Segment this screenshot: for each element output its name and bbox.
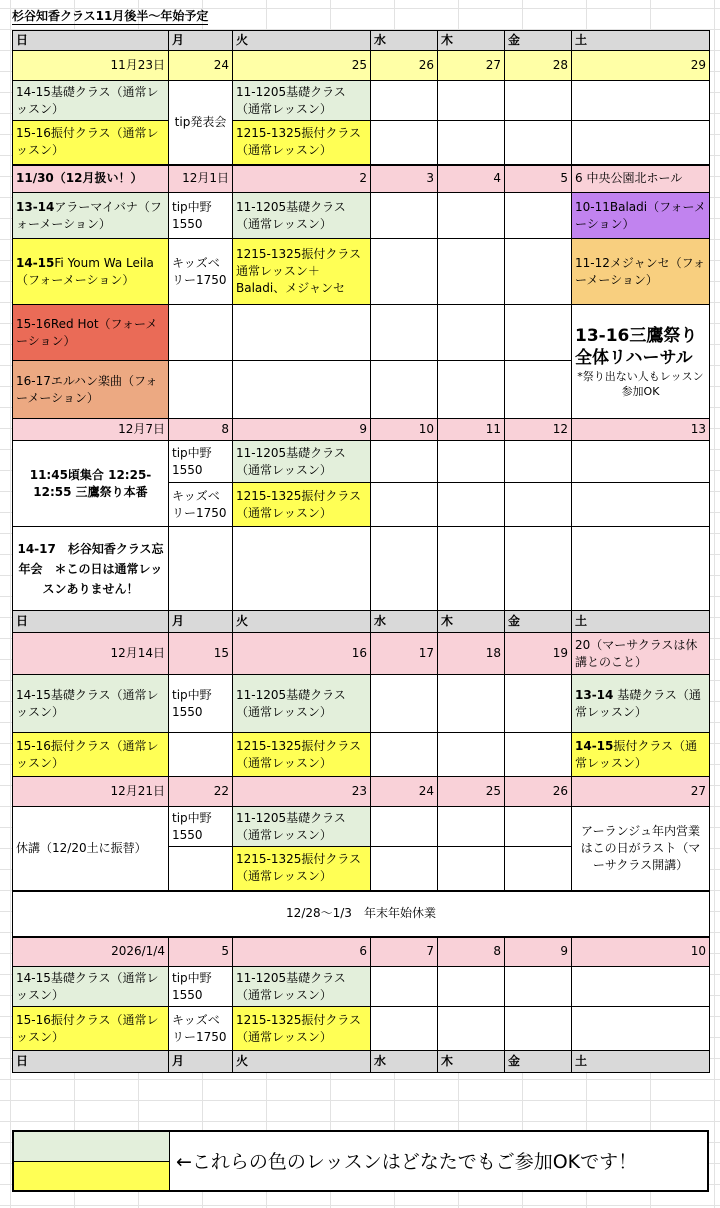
date-cell: 11月23日 — [13, 51, 169, 81]
event-cell: 11-12メジャンセ（フォーメーション） — [572, 239, 710, 305]
date-cell: 2026/1/4 — [13, 937, 169, 967]
schedule-table — [12, 30, 710, 1073]
weekday-tue: 火 — [233, 611, 371, 633]
event-cell: tip中野1550 — [169, 441, 233, 483]
event-cell: 15-16振付クラス（通常レッスン） — [13, 733, 169, 777]
date-cell: 28 — [505, 51, 572, 81]
event-cell: 11-1205基礎クラス（通常レッスン） — [233, 967, 371, 1007]
event-cell: tip発表会 — [169, 81, 233, 165]
event-cell: 1215-1325振付クラス（通常レッスン） — [233, 733, 371, 777]
weekday-sat: 土 — [572, 31, 710, 51]
date-cell: 24 — [169, 51, 233, 81]
date-cell: 16 — [233, 633, 371, 675]
event-cell: キッズベリー1750 — [169, 1007, 233, 1051]
weekday-sun: 日 — [13, 31, 169, 51]
weekday-mon: 月 — [169, 611, 233, 633]
date-cell: 18 — [438, 633, 505, 675]
event-cell: 11-1205基礎クラス（通常レッスン） — [233, 193, 371, 239]
event-cell: 13-14 基礎クラス（通常レッスン） — [572, 675, 710, 733]
date-cell: 12月7日 — [13, 419, 169, 441]
event-cell: 14-15基礎クラス（通常レッスン） — [13, 81, 169, 121]
date-cell: 23 — [233, 777, 371, 807]
weekday-header-row — [13, 31, 710, 51]
event-cell: tip中野1550 — [169, 807, 233, 847]
date-cell: 25 — [438, 777, 505, 807]
weekday-sun: 日 — [13, 611, 169, 633]
weekday-fri: 金 — [505, 611, 572, 633]
weekday-wed: 水 — [371, 31, 438, 51]
date-cell: 2 — [233, 165, 371, 193]
date-cell: 12月14日 — [13, 633, 169, 675]
weekday-fri: 金 — [505, 1051, 572, 1073]
weekday-thu: 木 — [438, 1051, 505, 1073]
legend-swatch-yellow — [14, 1162, 170, 1190]
weekday-wed: 水 — [371, 611, 438, 633]
date-cell: 12月1日 — [169, 165, 233, 193]
event-cell: キッズベリー1750 — [169, 483, 233, 527]
event-cell: 13-16三鷹祭り全体リハーサル *祭り出ない人もレッスン参加OK — [572, 305, 710, 419]
event-cell: 1215-1325振付クラス（通常レッスン） — [233, 121, 371, 165]
date-cell: 24 — [371, 777, 438, 807]
date-cell: 13 — [572, 419, 710, 441]
page-title: 杉谷知香クラス11月後半〜年始予定 — [12, 9, 209, 23]
event-cell: 休講（12/20土に振替） — [13, 807, 169, 891]
event-cell: 14-15振付クラス（通常レッスン） — [572, 733, 710, 777]
event-cell: 15-16Red Hot（フォーメーション） — [13, 305, 169, 361]
date-row — [13, 777, 710, 807]
date-cell: 11 — [438, 419, 505, 441]
event-cell: 11-1205基礎クラス（通常レッスン） — [233, 807, 371, 847]
weekday-wed: 水 — [371, 1051, 438, 1073]
event-cell: 11-1205基礎クラス（通常レッスン） — [233, 441, 371, 483]
date-cell: 4 — [438, 165, 505, 193]
date-cell: 27 — [572, 777, 710, 807]
weekday-sat: 土 — [572, 611, 710, 633]
event-cell: 11-1205基礎クラス（通常レッスン） — [233, 675, 371, 733]
date-cell: 6 中央公園北ホール — [572, 165, 710, 193]
event-cell: tip中野1550 — [169, 675, 233, 733]
date-cell: 7 — [371, 937, 438, 967]
date-cell: 12 — [505, 419, 572, 441]
date-cell: 6 — [233, 937, 371, 967]
date-cell: 17 — [371, 633, 438, 675]
date-cell: 8 — [438, 937, 505, 967]
date-cell: 5 — [169, 937, 233, 967]
weekday-mon: 月 — [169, 1051, 233, 1073]
weekday-fri: 金 — [505, 31, 572, 51]
date-cell: 10 — [572, 937, 710, 967]
date-cell: 12月21日 — [13, 777, 169, 807]
date-cell: 15 — [169, 633, 233, 675]
date-row — [13, 419, 710, 441]
color-legend — [12, 1130, 709, 1192]
event-cell: 14-15Fi Youm Wa Leila（フォーメーション） — [13, 239, 169, 305]
weekday-thu: 木 — [438, 31, 505, 51]
date-cell: 25 — [233, 51, 371, 81]
date-cell: 27 — [438, 51, 505, 81]
event-cell: 15-16振付クラス（通常レッスン） — [13, 1007, 169, 1051]
date-cell: 9 — [505, 937, 572, 967]
weekday-sat: 土 — [572, 1051, 710, 1073]
date-cell: 3 — [371, 165, 438, 193]
legend-swatch-green — [14, 1132, 170, 1162]
date-row — [13, 165, 710, 193]
event-cell: 16-17エルハン楽曲（フォーメーション） — [13, 361, 169, 419]
date-cell: 8 — [169, 419, 233, 441]
event-cell: 11:45頃集合 12:25-12:55 三鷹祭り本番 — [13, 441, 169, 527]
date-cell: 11/30（12月扱い！） — [13, 165, 169, 193]
weekday-thu: 木 — [438, 611, 505, 633]
date-cell: 22 — [169, 777, 233, 807]
event-cell: 11-1205基礎クラス（通常レッスン） — [233, 81, 371, 121]
weekday-tue: 火 — [233, 31, 371, 51]
holiday-banner: 12/28〜1/3 年末年始休業 — [13, 891, 710, 937]
date-cell: 19 — [505, 633, 572, 675]
event-cell: 10-11Baladi（フォーメーション） — [572, 193, 710, 239]
event-cell: 13-14アラーマイバナ（フォーメーション） — [13, 193, 169, 239]
date-row — [13, 937, 710, 967]
date-cell: 5 — [505, 165, 572, 193]
event-cell: 1215-1325振付クラス（通常レッスン） — [233, 1007, 371, 1051]
event-cell: 1215-1325振付クラス通常レッスン＋Baladi、メジャンセ — [233, 239, 371, 305]
event-cell: 1215-1325振付クラス（通常レッスン） — [233, 483, 371, 527]
event-cell: 14-15基礎クラス（通常レッスン） — [13, 675, 169, 733]
event-cell: tip中野1550 — [169, 193, 233, 239]
date-cell: 26 — [371, 51, 438, 81]
date-row — [13, 633, 710, 675]
event-cell: 1215-1325振付クラス（通常レッスン） — [233, 847, 371, 891]
date-cell: 26 — [505, 777, 572, 807]
date-cell: 29 — [572, 51, 710, 81]
event-cell: 15-16振付クラス（通常レッスン） — [13, 121, 169, 165]
date-cell: 9 — [233, 419, 371, 441]
event-cell: tip中野1550 — [169, 967, 233, 1007]
weekday-sun: 日 — [13, 1051, 169, 1073]
date-cell: 20（マーサクラスは休講とのこと） — [572, 633, 710, 675]
legend-text: ←これらの色のレッスンはどなたでもご参加OKです！ — [176, 1151, 638, 1173]
weekday-mon: 月 — [169, 31, 233, 51]
weekday-header-row — [13, 1051, 710, 1073]
weekday-header-row — [13, 611, 710, 633]
event-cell: 14-15基礎クラス（通常レッスン） — [13, 967, 169, 1007]
date-cell: 10 — [371, 419, 438, 441]
event-cell: アーランジュ年内営業はこの日がラスト（マーサクラス開講） — [572, 807, 710, 891]
date-row — [13, 51, 710, 81]
event-cell: キッズベリー1750 — [169, 239, 233, 305]
weekday-tue: 火 — [233, 1051, 371, 1073]
event-cell: 14-17 杉谷知香クラス忘年会 ＊この日は通常レッスンありません！ — [13, 527, 169, 611]
